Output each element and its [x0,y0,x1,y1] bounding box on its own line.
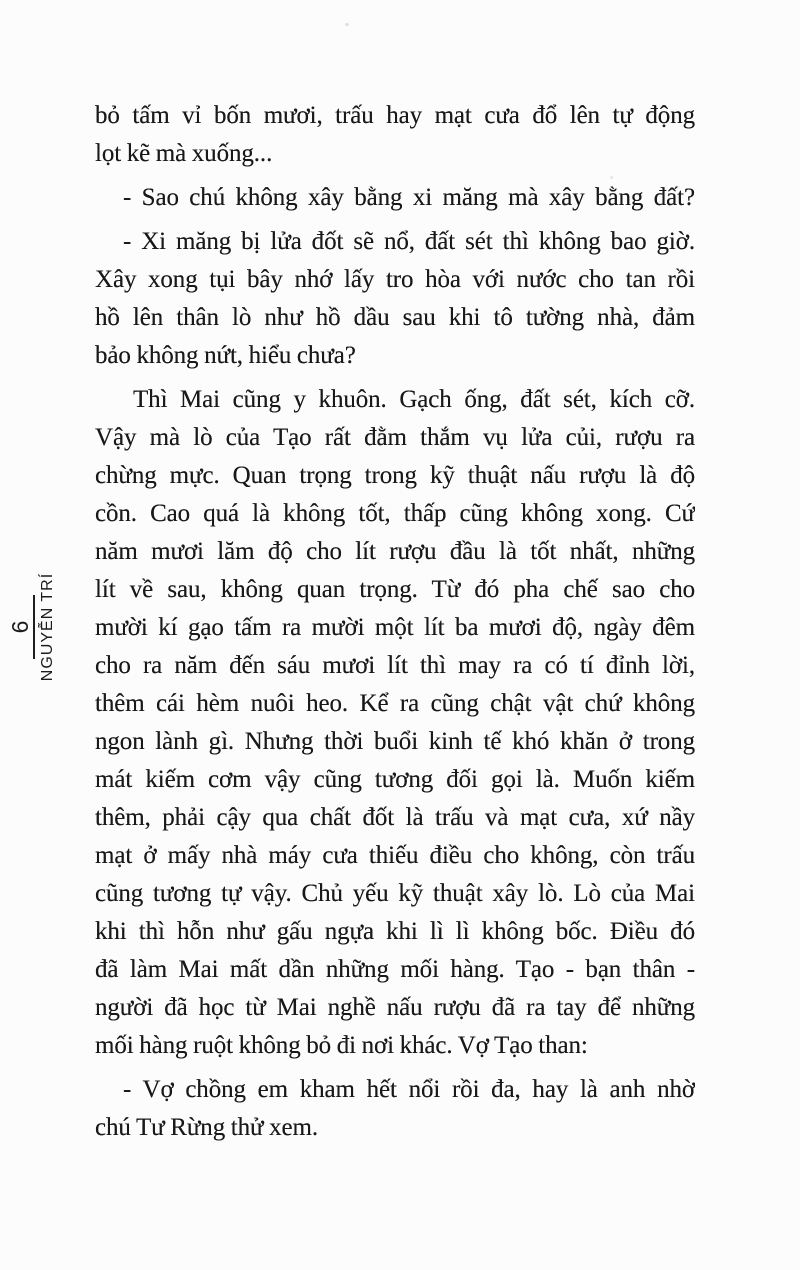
header-rule [33,595,35,659]
text-line: Vậy mà lò của Tạo rất đằm thắm vụ lửa củi, rượu ra [95,424,695,451]
text-line: hồ lên thân lò như hồ dầu sau khi tô tường nhà, đảm [95,304,695,331]
text-line: mạt ở mấy nhà máy cưa thiếu điều cho không, còn trấu [95,842,695,869]
text-line: - Xi măng bị lửa đốt sẽ nổ, đất sét thì không bao giờ. [123,228,695,255]
text-line: mười kí gạo tấm ra mười một lít ba mươi độ, ngày đêm [95,614,695,641]
paragraph [95,1071,695,1147]
text-line: mối hàng ruột không bỏ đi nơi khác. Vợ Tạo than: [95,1032,588,1059]
text-line: năm mươi lăm độ cho lít rượu đầu là tốt nhất, những [95,538,695,565]
text-line: - Vợ chồng em kham hết nổi rồi đa, hay là anh nhờ [123,1076,695,1103]
text-line: lít về sau, không quan trọng. Từ đó pha chế sao cho [95,576,695,603]
text-line: mát kiếm cơm vậy cũng tương đối gọi là. Muốn kiếm [95,766,695,793]
text-line: cồn. Cao quá là không tốt, thấp cũng không xong. Cứ [95,500,695,527]
text-line: thêm cái hèm nuôi heo. Kể ra cũng chật vật chứ không [95,690,695,717]
text-line: lọt kẽ mà xuống... [95,140,273,167]
text-line: Xây xong tụi bây nhớ lấy tro hòa với nước cho tan rồi [95,266,695,293]
page-number: 6 [6,620,33,634]
text-line: chừng mực. Quan trọng trong kỹ thuật nấu rượu là độ [95,462,695,489]
text-line: ngon lành gì. Nhưng thời buổi kinh tế khó khăn ở trong [95,728,695,755]
text-line: chú Tư Rừng thử xem. [95,1114,318,1141]
text-line: bảo không nứt, hiểu chưa? [95,342,356,369]
paragraph [95,97,695,173]
scan-speckle [345,23,349,26]
text-line: người đã học từ Mai nghề nấu rượu đã ra tay để những [95,994,695,1021]
text-line: cho ra năm đến sáu mươi lít thì may ra có tí đỉnh lời, [95,652,695,679]
text-line: bỏ tấm vỉ bốn mươi, trấu hay mạt cưa đổ lên tự động [95,102,695,129]
paragraph [95,179,695,217]
paragraph [95,223,695,375]
text-line: đã làm Mai mất dần những mối hàng. Tạo - bạn thân - [95,956,695,983]
text-line: thêm, phải cậy qua chất đốt là trấu và mạt cưa, xứ nầy [95,804,695,831]
text-line: cũng tương tự vậy. Chủ yếu kỹ thuật xây lò. Lò của Mai [95,880,695,907]
page-margin-header [1,556,63,698]
paragraph [95,381,695,1065]
author-name: NGUYỄN TRÍ [38,572,56,682]
text-line: khi thì hỗn như gấu ngựa khi lì lì không bốc. Điều đó [95,918,695,945]
text-line: Thì Mai cũng y khuôn. Gạch ống, đất sét, kích cỡ. [133,386,695,413]
text-block [95,97,695,1147]
text-line: - Sao chú không xây bằng xi măng mà xây bằng đất? [123,184,695,211]
